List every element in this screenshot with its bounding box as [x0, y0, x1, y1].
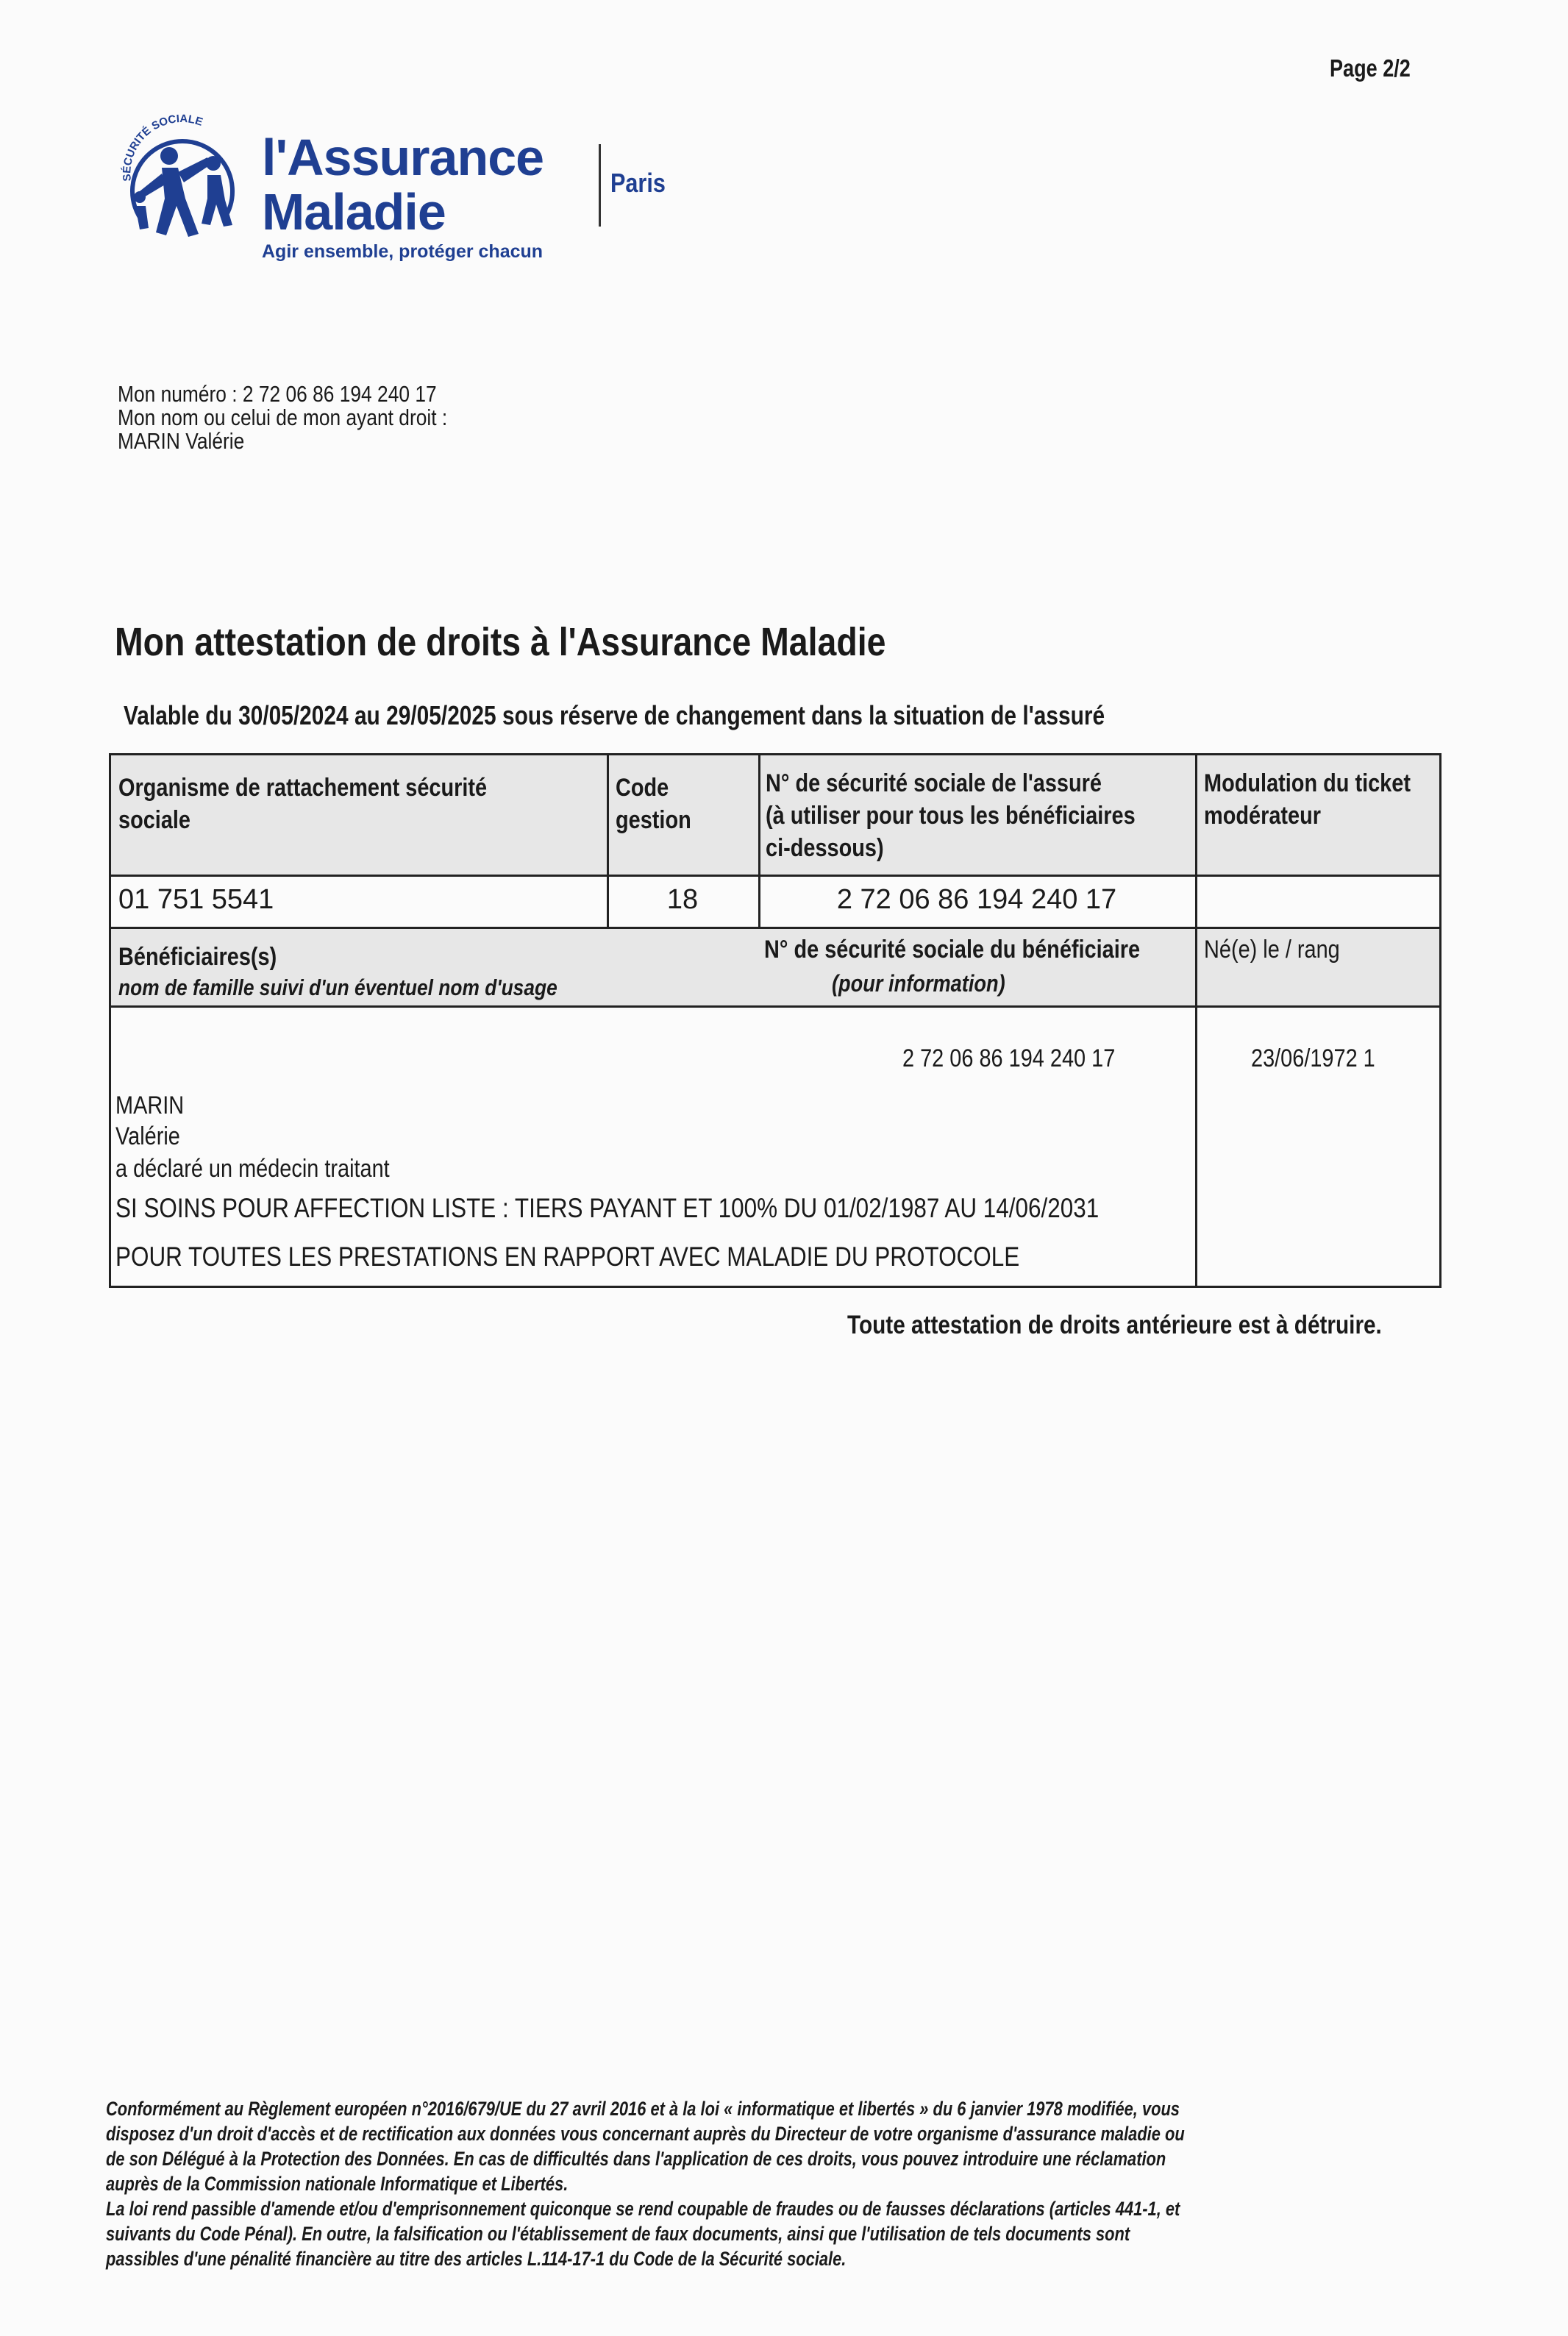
logo-city: Paris: [610, 168, 666, 198]
cell-code-gestion: 18: [666, 884, 699, 915]
table-rule: [111, 927, 1439, 929]
header-beneficiaires-sub: nom de famille suivi d'un éventuel nom d'usage: [118, 975, 557, 1000]
header-nss-beneficiaire-sub: (pour information): [832, 970, 1005, 997]
header-code-gestion: Code gestion: [616, 774, 691, 834]
beneficiary-birth-rank: 23/06/1972 1: [1251, 1044, 1375, 1072]
header-nss-assure: N° de sécurité sociale de l'assuré (à utiliser pour tous les bénéficiaires ci-dessous): [766, 769, 1136, 862]
table-rule: [111, 1005, 1439, 1008]
beneficiary-nss: 2 72 06 86 194 240 17: [902, 1044, 1116, 1072]
header-organisme: Organisme de rattachement sécurité sociale: [118, 774, 488, 834]
logo-title-line2: Maladie: [262, 183, 446, 241]
legal-line: passibles d'une pénalité financière au titre des articles L.114-17-1 du Code de la Sécurité sociale.: [106, 2248, 847, 2270]
beneficiary-firstname: Valérie: [115, 1122, 180, 1150]
identity-number: Mon numéro : 2 72 06 86 194 240 17: [118, 381, 437, 407]
identity-block: [118, 382, 447, 453]
identity-name-label: Mon nom ou celui de mon ayant droit :: [118, 405, 448, 430]
legal-line: La loi rend passible d'amende et/ou d'emprisonnement quiconque se rend coupable de fraudes ou de fausses déclarations (articles 441-1, et: [106, 2198, 1180, 2220]
validity-period: Valable du 30/05/2024 au 29/05/2025 sous réserve de changement dans la situation de l'assuré: [124, 700, 1105, 730]
table-rule: [111, 875, 1439, 877]
assurance-maladie-logo: [110, 110, 699, 279]
legal-notice: [106, 2096, 1416, 2271]
header-nss-beneficiaire: N° de sécurité sociale du bénéficiaire: [764, 936, 1141, 964]
legal-line: auprès de la Commission nationale Informatique et Libertés.: [106, 2173, 569, 2195]
logo-title-line1: l'Assurance: [262, 129, 544, 186]
logo-divider: [599, 144, 601, 227]
legal-line: suivants du Code Pénal). En outre, la falsification ou l'établissement de faux documents, ainsi que l'utilisation de tels documents sont: [106, 2223, 1130, 2245]
beneficiary-doctor: a déclaré un médecin traitant: [115, 1155, 390, 1183]
logo-arc-text: SÉCURITÉ SOCIALE: [121, 112, 204, 182]
header-modulation: Modulation du ticket modérateur: [1204, 769, 1411, 830]
cell-organisme: 01 751 5541: [118, 884, 274, 915]
logo-tagline: Agir ensemble, protéger chacun: [262, 241, 544, 262]
legal-line: de son Délégué à la Protection des Données. En cas de difficultés dans l'application de ces droits, vous pouvez introduire une réclamation: [106, 2148, 1166, 2170]
rights-table: [109, 753, 1442, 1288]
family-emblem-icon: [110, 110, 257, 257]
document-title: Mon attestation de droits à l'Assurance Maladie: [115, 620, 886, 664]
legal-line: disposez d'un droit d'accès et de rectification aux données vous concernant auprès du Directeur de votre organisme d'assurance maladie ou: [106, 2123, 1185, 2145]
beneficiary-coverage-1: SI SOINS POUR AFFECTION LISTE : TIERS PAYANT ET 100% DU 01/02/1987 AU 14/06/2031: [115, 1193, 1100, 1223]
header-ne-le-rang: Né(e) le / rang: [1204, 936, 1340, 964]
header-beneficiaires: Bénéficiaires(s): [118, 943, 277, 971]
beneficiary-coverage-2: POUR TOUTES LES PRESTATIONS EN RAPPORT AVEC MALADIE DU PROTOCOLE: [115, 1242, 1020, 1272]
destroy-notice: Toute attestation de droits antérieure est à détruire.: [847, 1311, 1382, 1339]
table-rule: [1195, 755, 1197, 1288]
legal-line: Conformément au Règlement européen n°2016/679/UE du 27 avril 2016 et à la loi « informatique et libertés » du 6 janvier 1978 modifiée, vous: [106, 2098, 1180, 2120]
identity-name: MARIN Valérie: [118, 428, 245, 454]
cell-nss-assure: 2 72 06 86 194 240 17: [836, 884, 1117, 915]
beneficiary-lastname: MARIN: [115, 1092, 185, 1119]
page-number: Page 2/2: [1330, 54, 1411, 82]
